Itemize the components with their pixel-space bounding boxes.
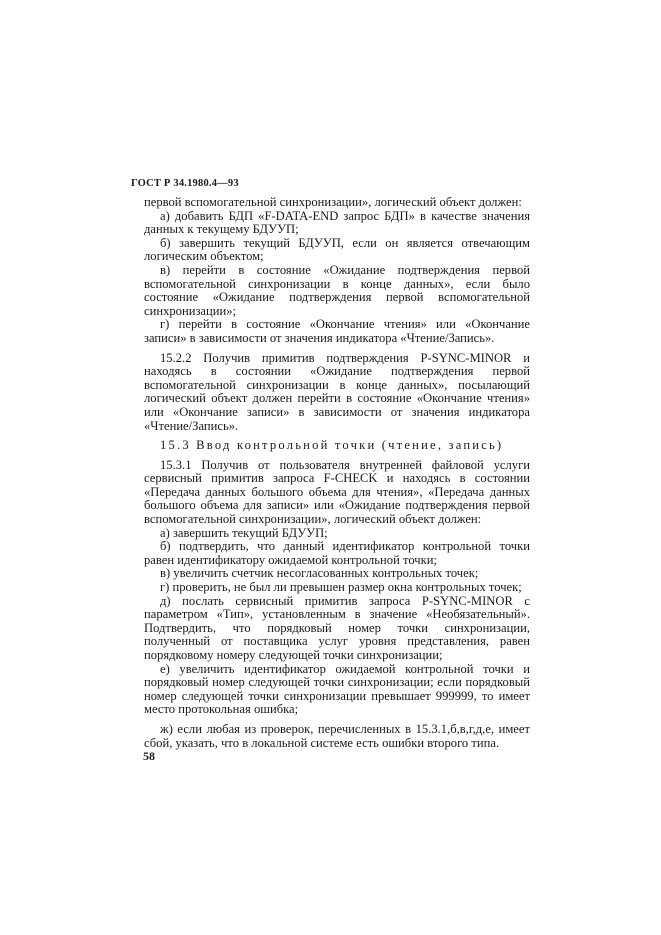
list-item-b: б) подтвердить, что данный идентификатор контрольной точки равен идентификатору ожидаемой контрольной точки; bbox=[144, 539, 530, 567]
list-item-a: а) завершить текущий БДУУП; bbox=[160, 525, 328, 540]
document-header: ГОСТ Р 34.1980.4—93 bbox=[131, 178, 239, 189]
list-item-a: а) добавить БДП «F-DATA-END запрос БДП» в качестве значения данных к текущему БДУУП; bbox=[144, 208, 530, 237]
list-item-v: в) перейти в состояние «Ожидание подтверждения первой вспомогательной синхронизации в конце данных», если было состояние «Ожидание подтверждения первой вспомогательной синхронизации»; bbox=[144, 262, 530, 318]
clause-15-2-2: 15.2.2 Получив примитив подтверждения P-SYNC-MINOR и находясь в состоянии «Ожидание подтверждения первой вспомогательной синхронизации в конце данных», посылающий логический объект должен перейти в состояние «Окончание чтения» или «Окончание записи» в зависимости от значения индикатора «Чтение/Запись». bbox=[144, 350, 530, 433]
page-number: 58 bbox=[143, 749, 155, 763]
list-item-g: г) проверить, не был ли превышен размер окна контрольных точек; bbox=[160, 580, 522, 595]
document-body bbox=[144, 196, 530, 750]
list-item-zh: ж) если любая из проверок, перечисленных в 15.3.1,б,в,г,д,е, имеет сбой, указать, что в локальной системе есть ошибки второго типа. bbox=[144, 721, 530, 750]
section-heading-15-3: 15.3 Ввод контрольной точки (чтение, запись) bbox=[160, 438, 504, 453]
clause-15-3-1: 15.3.1 Получив от пользователя внутренней файловой услуги сервисный примитив запроса F-CHECK и находясь в состоянии «Передача данных большого объема для чтения», «Передача данных большого объема для записи» или «Ожидание подтверждения первой вспомогательной синхронизации», логический объект должен: bbox=[144, 457, 530, 527]
list-item-v: в) увеличить счетчик несогласованных контрольных точек; bbox=[160, 566, 479, 581]
list-item-e: е) увеличить идентификатор ожидаемой контрольной точки и порядковый номер следующей точки синхронизации; если порядковый номер следующей точки синхронизации превышает 999999, то имеет место протокольная ошибка; bbox=[144, 661, 530, 717]
paragraph-continuation: первой вспомогательной синхронизации», логический объект должен: bbox=[144, 195, 522, 209]
list-item-b: б) завершить текущий БДУУП, если он является отвечающим логическим объектом; bbox=[144, 235, 530, 264]
list-item-g: г) перейти в состояние «Окончание чтения» или «Окончание записи» в зависимости от значения индикатора «Чтение/Запись». bbox=[144, 317, 530, 345]
list-item-d: д) послать сервисный примитив запроса P-SYNC-MINOR с параметром «Тип», установленным в значение «Необязательный». Подтвердить, что порядковый номер точки синхронизации, полученный от поставщика услуг уровня представления, равен порядковому номеру следующей точки синхронизации; bbox=[144, 593, 530, 662]
